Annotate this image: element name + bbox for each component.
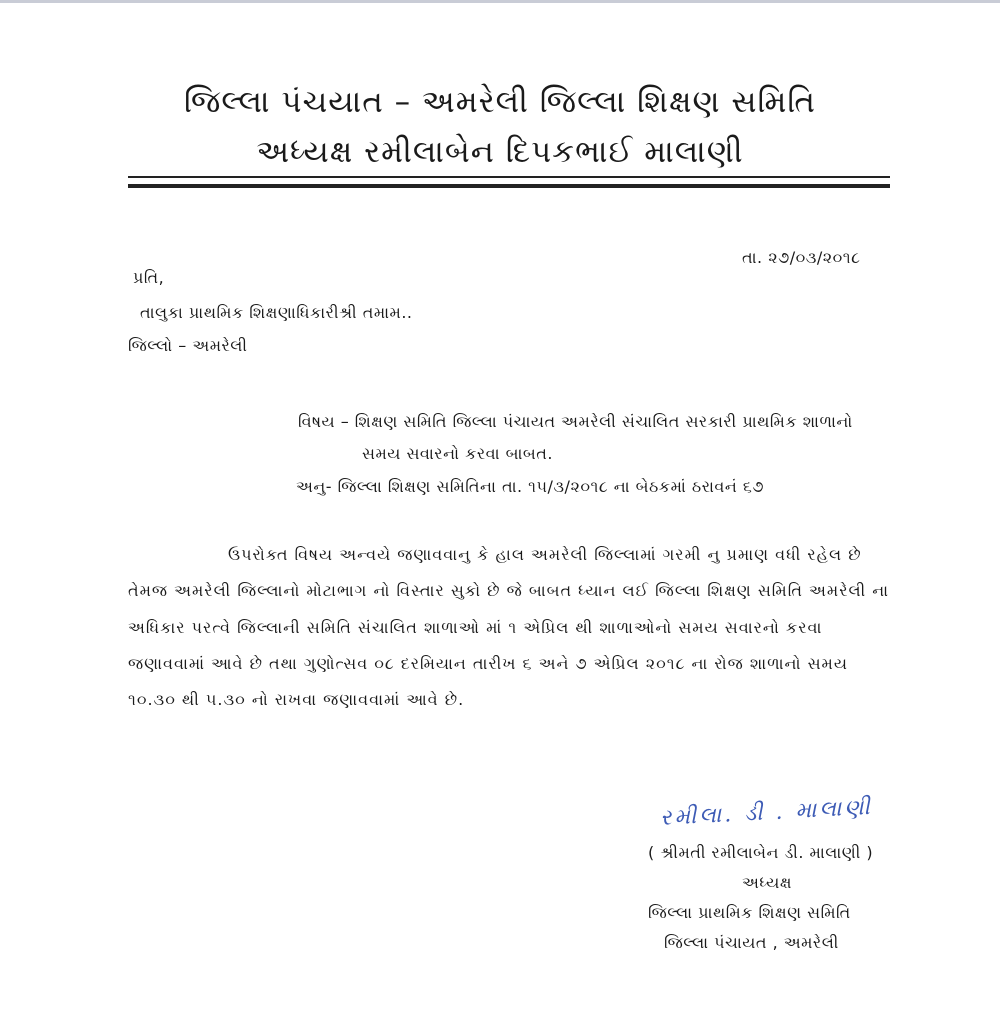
- header-rule-thick: [128, 184, 890, 188]
- header-line-2: અધ્યક્ષ રમીલાબેન દિપકભાઈ માલાણી: [256, 134, 744, 170]
- subject-line-2: સમય સવારનો કરવા બાબત.: [362, 444, 553, 463]
- signatory-org: જિલ્લા પ્રાથમિક શિક્ષણ સમિતિ: [648, 903, 851, 922]
- recipient-salutation: પ્રતિ,: [133, 268, 165, 287]
- body-line: જણાવવામાં આવે છે તથા ગુણોત્સવ ૦૮ દરમિયાન તારીખ ૬ અને ૭ એપ્રિલ ૨૦૧૮ ના રોજ શાળાનો સમય: [128, 654, 848, 673]
- handwritten-signature: રમીલા. ડી . માલાણી: [659, 794, 874, 831]
- header-rule-thin: [128, 176, 890, 178]
- header-line-1: જિલ્લા પંચયાત – અમરેલી જિલ્લા શિક્ષણ સમિતિ: [184, 84, 816, 120]
- signatory-title: અધ્યક્ષ: [742, 873, 792, 892]
- recipient-name: તાલુકા પ્રાથમિક શિક્ષણાધિકારીશ્રી તમામ..: [140, 303, 413, 322]
- scan-edge: [0, 0, 1000, 3]
- body-line: ઉપરોક્ત વિષય અન્વયે જણાવવાનુ કે હાલ અમરેલી જિલ્લામાં ગરમી નુ પ્રમાણ વધી રહેલ છે: [228, 545, 862, 564]
- body-line: અધિકાર પરત્વે જિલ્લાની સમિતિ સંચાલિત શાળાઓ માં ૧ એપ્રિલ થી શાળાઓનો સમય સવારનો કરવા: [128, 618, 823, 637]
- recipient-district: જિલ્લો – અમરેલી: [128, 336, 248, 355]
- subject-line-1: વિષય – શિક્ષણ સમિતિ જિલ્લા પંચાયત અમરેલી સંચાલિત સરકારી પ્રાથમિક શાળાનો: [298, 412, 853, 431]
- signatory-place: જિલ્લા પંચાયત , અમરેલી: [664, 933, 839, 952]
- signatory-name: ( શ્રીમતી રમીલાબેન ડી. માલાણી ): [648, 843, 874, 862]
- subject-reference: અનુ- જિલ્લા શિક્ષણ સમિતિના તા. ૧૫/૩/૨૦૧૮ ના બેઠકમાં ઠરાવનં ૬૭: [296, 477, 764, 496]
- body-line: તેમજ અમરેલી જિલ્લાનો મોટાભાગ નો વિસ્તાર સુકો છે જે બાબત ધ્યાન લઈ જિલ્લા શિક્ષણ સમિતિ અમરેલી ના: [128, 581, 890, 600]
- body-line: ૧૦.૩૦ થી ૫.૩૦ નો રાખવા જણાવવામાં આવે છે.: [128, 690, 465, 709]
- letter-date: તા. ૨૭/૦૩/૨૦૧૮: [742, 248, 861, 267]
